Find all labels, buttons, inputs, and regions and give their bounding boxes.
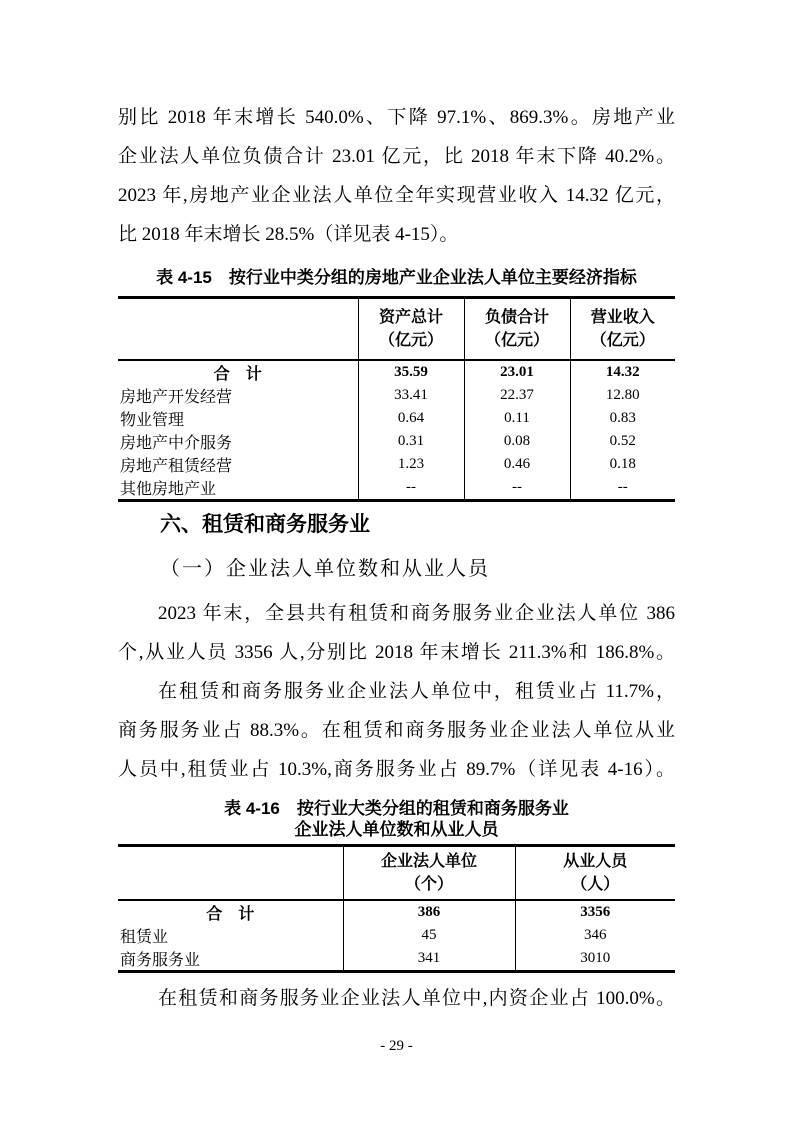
row-label: 租赁业 <box>120 929 169 946</box>
table-4-15 <box>118 296 675 502</box>
table-row <box>118 924 675 947</box>
cell-value: 0.18 <box>570 453 675 476</box>
table-4-15-caption: 表 4-15 按行业中类分组的房地产业企业法人单位主要经济指标 <box>156 268 637 287</box>
table-row <box>118 947 675 972</box>
cell-value: 23.01 <box>464 360 570 384</box>
paragraph-real-estate <box>118 98 675 254</box>
column-title: 从业人员 <box>563 853 628 870</box>
column-unit: （个） <box>404 876 453 893</box>
paragraph-line: 人员中,租赁业占 10.3%,商务服务业占 89.7%（详见表 4-16）。 <box>118 759 675 780</box>
column-unit: （亿元） <box>590 332 655 349</box>
column-unit: （亿元） <box>378 332 443 349</box>
paragraph-line: 在租赁和商务服务业企业法人单位中，租赁业占 11.7%， <box>158 681 675 702</box>
cell-value: 0.11 <box>464 407 570 430</box>
paragraph-line: 比 2018 年末增长 28.5%（详见表 4-15）。 <box>118 224 459 245</box>
corner-cell <box>118 846 343 901</box>
paragraph-domestic-funded <box>118 979 675 1018</box>
column-title: 负债合计 <box>484 309 549 326</box>
paragraph-shares <box>118 672 675 789</box>
column-unit: （亿元） <box>484 332 549 349</box>
table-4-16-header-row <box>118 846 675 901</box>
cell-value: 45 <box>343 924 515 947</box>
column-header-liabilities <box>464 298 570 361</box>
column-title: 企业法人单位 <box>380 853 477 870</box>
table-4-16-caption-line2: 企业法人单位数和从业人员 <box>294 820 499 839</box>
cell-value: 0.83 <box>570 407 675 430</box>
row-label: 合 计 <box>206 906 255 923</box>
cell-value: 0.64 <box>358 407 464 430</box>
column-header-employees <box>515 846 675 901</box>
table-4-16-caption <box>118 798 675 840</box>
column-unit: （人） <box>571 876 620 893</box>
corner-cell <box>118 298 358 361</box>
row-label: 其他房地产业 <box>120 481 217 498</box>
cell-value: 14.32 <box>570 360 675 384</box>
cell-value: 0.08 <box>464 430 570 453</box>
paragraph-line: 在租赁和商务服务业企业法人单位中,内资企业占 100.0%。 <box>158 988 675 1009</box>
column-header-revenue <box>570 298 675 361</box>
table-row <box>118 476 675 501</box>
paragraph-units-count <box>118 594 675 672</box>
paragraph-line: 商务服务业占 88.3%。在租赁和商务服务业企业法人单位从业 <box>118 720 675 741</box>
table-4-15-header-row <box>118 298 675 361</box>
table-row <box>118 453 675 476</box>
row-label: 房地产开发经营 <box>120 389 233 406</box>
cell-value: 386 <box>343 900 515 924</box>
cell-value: 341 <box>343 947 515 972</box>
table-row-total <box>118 360 675 384</box>
row-label: 房地产中介服务 <box>120 435 233 452</box>
cell-value: 33.41 <box>358 384 464 407</box>
row-label: 房地产租赁经营 <box>120 458 233 475</box>
table-4-16-caption-line1: 表 4-16 按行业大类分组的租赁和商务服务业 <box>224 799 569 818</box>
cell-value: 22.37 <box>464 384 570 407</box>
table-row-total <box>118 900 675 924</box>
cell-value: -- <box>570 476 675 501</box>
cell-value: 0.46 <box>464 453 570 476</box>
cell-value: 12.80 <box>570 384 675 407</box>
cell-value: 1.23 <box>358 453 464 476</box>
column-header-legal-units <box>343 846 515 901</box>
paragraph-line: 2023 年末，全县共有租赁和商务服务业企业法人单位 386 <box>158 603 675 624</box>
page-number: - 29 - <box>380 1038 413 1054</box>
table-4-16 <box>118 844 675 973</box>
table-row <box>118 384 675 407</box>
row-label: 商务服务业 <box>120 952 201 969</box>
column-title: 营业收入 <box>590 309 655 326</box>
cell-value: 0.31 <box>358 430 464 453</box>
cell-value: -- <box>358 476 464 501</box>
paragraph-line: 企业法人单位负债合计 23.01 亿元，比 2018 年末下降 40.2%。 <box>118 146 675 167</box>
table-row <box>118 430 675 453</box>
row-label: 合 计 <box>213 366 262 383</box>
column-header-assets <box>358 298 464 361</box>
cell-value: 0.52 <box>570 430 675 453</box>
subsection-heading-units: （一）企业法人单位数和从业人员 <box>160 558 490 580</box>
paragraph-line: 别比 2018 年末增长 540.0%、下降 97.1%、869.3%。房地产业 <box>118 107 675 128</box>
cell-value: 3010 <box>515 947 675 972</box>
cell-value: -- <box>464 476 570 501</box>
cell-value: 35.59 <box>358 360 464 384</box>
section-heading-leasing: 六、租赁和商务服务业 <box>160 513 370 536</box>
paragraph-line: 2023 年,房地产业企业法人单位全年实现营业收入 14.32 亿元， <box>118 185 675 206</box>
cell-value: 3356 <box>515 900 675 924</box>
row-label: 物业管理 <box>120 412 185 429</box>
cell-value: 346 <box>515 924 675 947</box>
column-title: 资产总计 <box>378 309 443 326</box>
paragraph-line: 个,从业人员 3356 人,分别比 2018 年末增长 211.3%和 186.8%。 <box>118 642 675 663</box>
table-row <box>118 407 675 430</box>
